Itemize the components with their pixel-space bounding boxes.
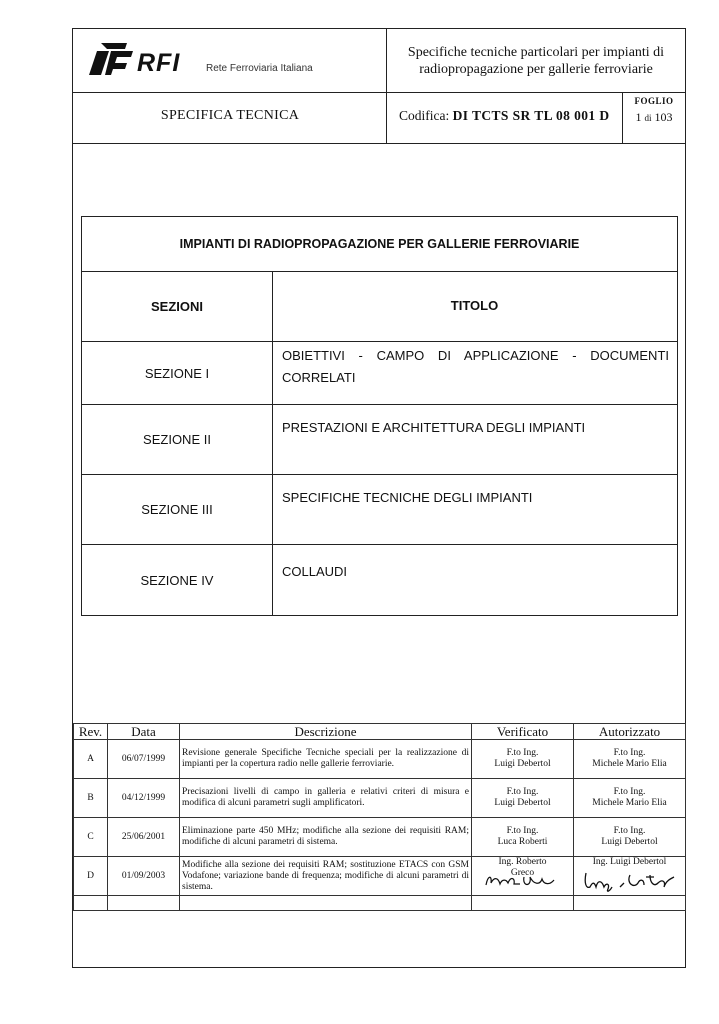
rev-code: D bbox=[74, 857, 108, 896]
rev-verified-name: Luigi Debertol bbox=[494, 798, 551, 808]
rev-code: A bbox=[74, 740, 108, 779]
section-name: SEZIONE IV bbox=[82, 545, 273, 615]
codifica-value: DI TCTS SR TL 08 001 D bbox=[452, 108, 610, 123]
rev-verified-name: Luca Roberti bbox=[497, 837, 548, 847]
document-header bbox=[73, 29, 685, 145]
revision-row bbox=[74, 818, 686, 857]
rev-date: 25/06/2001 bbox=[108, 818, 180, 857]
section-row bbox=[82, 545, 677, 615]
revision-header-row bbox=[74, 724, 686, 740]
header-row-title bbox=[73, 29, 685, 93]
rev-date: 01/09/2003 bbox=[108, 857, 180, 896]
rev-authorized-title: F.to Ing. bbox=[613, 826, 646, 836]
foglio-value bbox=[623, 110, 685, 125]
section-title-line2: CORRELATI bbox=[282, 370, 356, 385]
rev-authorized-title: F.to Ing. bbox=[613, 748, 646, 758]
section-name: SEZIONE I bbox=[82, 342, 273, 404]
rev-code: B bbox=[74, 779, 108, 818]
revision-row bbox=[74, 740, 686, 779]
rev-description: Eliminazione parte 450 MHz; modifiche alla sezione dei requisiti RAM; modifiche di alcuni parametri di sistema. bbox=[180, 818, 472, 857]
rev-verified bbox=[472, 740, 574, 779]
section-title: SPECIFICHE TECNICHE DEGLI IMPIANTI bbox=[282, 490, 533, 505]
rev-verified bbox=[472, 857, 574, 896]
foglio-total: 103 bbox=[654, 110, 673, 124]
spec-label: SPECIFICA TECNICA bbox=[160, 108, 300, 123]
foglio-of: di bbox=[644, 113, 652, 123]
verificato-header: Verificato bbox=[472, 724, 574, 740]
col-sezioni: SEZIONI bbox=[82, 271, 273, 341]
document-page bbox=[72, 28, 686, 968]
descrizione-header: Descrizione bbox=[180, 724, 472, 740]
rev-date: 04/12/1999 bbox=[108, 779, 180, 818]
autorizzato-header: Autorizzato bbox=[574, 724, 686, 740]
rev-authorized-name: Michele Mario Elia bbox=[592, 759, 667, 769]
rev-verified-name: Luigi Debertol bbox=[494, 759, 551, 769]
document-title-line2: radiopropagazione per gallerie ferroviarie bbox=[419, 62, 653, 77]
foglio-page: 1 bbox=[635, 110, 642, 124]
revision-empty-row bbox=[74, 896, 686, 911]
rev-description: Revisione generale Specifiche Tecniche speciali per la realizzazione di impianti per la copertura radio nelle gallerie ferroviarie. bbox=[180, 740, 472, 779]
rev-header: Rev. bbox=[74, 724, 108, 740]
rev-description: Precisazioni livelli di campo in galleria e relativi criteri di misura e modifica di alcuni parametri sugli amplificatori. bbox=[180, 779, 472, 818]
section-row bbox=[82, 405, 677, 475]
rev-verified-name-wrap bbox=[474, 868, 571, 888]
section-title: PRESTAZIONI E ARCHITETTURA DEGLI IMPIANTI bbox=[282, 420, 586, 435]
section-row bbox=[82, 342, 677, 405]
revision-table bbox=[73, 723, 685, 911]
rev-description: Modifiche alla sezione dei requisiti RAM; sostituzione ETACS con GSM Vodafone; variazione bande di frequenza; modifiche di alcuni parametri di sistema. bbox=[180, 857, 472, 896]
signature-authorized bbox=[580, 869, 680, 893]
rev-authorized-name: Michele Mario Elia bbox=[592, 798, 667, 808]
revision-row bbox=[74, 779, 686, 818]
rev-authorized bbox=[574, 857, 686, 896]
rev-verified-title: F.to Ing. bbox=[506, 826, 539, 836]
rev-date: 06/07/1999 bbox=[108, 740, 180, 779]
rev-authorized bbox=[574, 779, 686, 818]
rev-verified-title: Ing. Roberto bbox=[498, 857, 547, 867]
codifica bbox=[399, 108, 609, 124]
sections-header-row bbox=[82, 271, 677, 342]
rev-authorized-title: Ing. Luigi Debertol bbox=[592, 857, 667, 867]
rev-code: C bbox=[74, 818, 108, 857]
section-title-line1: OBIETTIVI - CAMPO DI APPLICAZIONE - DOCUMENTI bbox=[282, 348, 669, 363]
logo-subtitle: Rete Ferroviaria Italiana bbox=[206, 63, 313, 74]
section-name: SEZIONE III bbox=[82, 475, 273, 544]
sections-title: IMPIANTI DI RADIOPROPAGAZIONE PER GALLERIE FERROVIARIE bbox=[82, 217, 677, 272]
codifica-label: Codifica: bbox=[399, 108, 450, 123]
document-title bbox=[387, 44, 685, 78]
rev-verified-title: F.to Ing. bbox=[506, 787, 539, 797]
section-title bbox=[282, 345, 669, 389]
section-row bbox=[82, 475, 677, 545]
document-title-line1: Specifiche tecniche particolari per impianti di bbox=[407, 45, 665, 60]
foglio-label: FOGLIO bbox=[634, 96, 674, 106]
rev-authorized-title: F.to Ing. bbox=[613, 787, 646, 797]
logo-text: RFI bbox=[137, 49, 181, 77]
rfi-logo bbox=[87, 39, 367, 83]
rev-verified bbox=[472, 779, 574, 818]
rfi-logo-icon bbox=[87, 39, 135, 79]
sections-table bbox=[81, 216, 678, 616]
signature-verified bbox=[482, 871, 562, 889]
data-header: Data bbox=[108, 724, 180, 740]
rev-authorized bbox=[574, 740, 686, 779]
rev-authorized-name: Luigi Debertol bbox=[601, 837, 658, 847]
col-titolo: TITOLO bbox=[450, 298, 499, 313]
section-name: SEZIONE II bbox=[82, 405, 273, 474]
rev-verified-name: Greco bbox=[510, 868, 535, 878]
header-row-code bbox=[73, 92, 685, 144]
revision-row bbox=[74, 857, 686, 896]
section-title: COLLAUDI bbox=[282, 564, 348, 579]
rev-verified bbox=[472, 818, 574, 857]
rev-verified-title: F.to Ing. bbox=[506, 748, 539, 758]
rev-authorized bbox=[574, 818, 686, 857]
